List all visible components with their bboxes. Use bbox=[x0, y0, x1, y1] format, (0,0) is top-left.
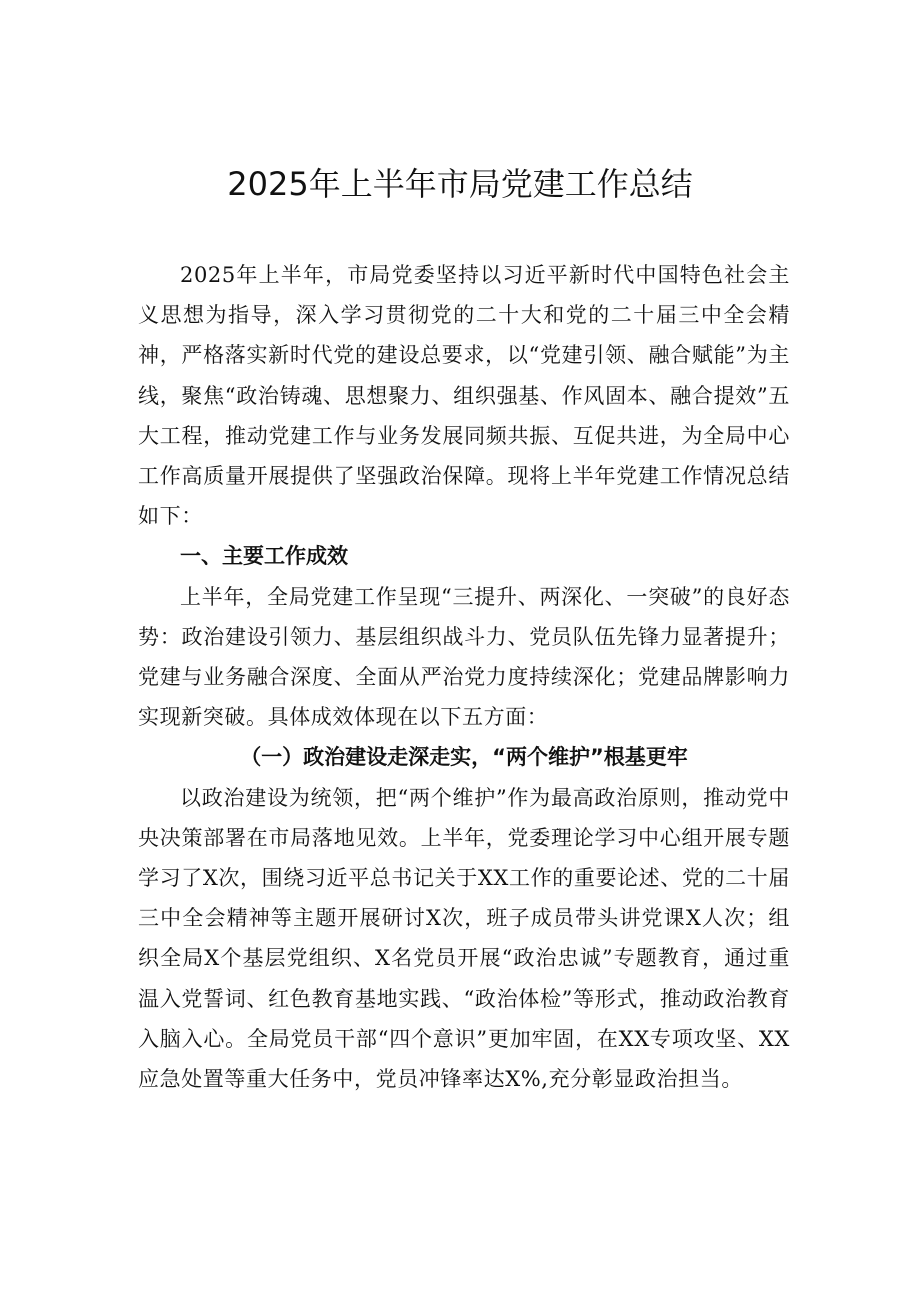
document-body bbox=[138, 255, 790, 1099]
intro-paragraph: 2025年上半年，市局党委坚持以习近平新时代中国特色社会主义思想为指导，深入学习贯彻党的二十大和党的二十届三中全会精神，严格落实新时代党的建设总要求，以“党建引领、融合赋能”为主线，聚焦“政治铸魂、思想聚力、组织强基、作风固本、融合提效”五大工程，推动党建工作与业务发展同频共振、互促共进，为全局中心工作高质量开展提供了坚强政治保障。现将上半年党建工作情况总结如下： bbox=[138, 263, 790, 529]
section-heading-main-achievements: 一、主要工作成效 bbox=[180, 544, 348, 569]
subsection-paragraph-political-construction: 以政治建设为统领，把“两个维护”作为最高政治原则，推动党中央决策部署在市局落地见效。上半年，党委理论学习中心组开展专题学习了X次，围绕习近平总书记关于XX工作的重要论述、党的二十届三中全会精神等主题开展研讨X次，班子成员带头讲党课X人次；组织全局X个基层党组织、X名党员开展“政治忠诚”专题教育，通过重温入党誓词、红色教育基地实践、“政治体检”等形式，推动政治教育入脑入心。全局党员干部“四个意识”更加牢固，在XX专项攻坚、XX应急处置等重大任务中，党员冲锋率达X%,充分彰显政治担当。 bbox=[138, 785, 790, 1092]
subsection-heading-political-construction: （一）政治建设走深走实，“两个维护”根基更牢 bbox=[240, 745, 688, 770]
section-paragraph-main-achievements: 上半年，全局党建工作呈现“三提升、两深化、一突破”的良好态势：政治建设引领力、基层组织战斗力、党员队伍先锋力显著提升；党建与业务融合深度、全面从严治党力度持续深化；党建品牌影响力实现新突破。具体成效体现在以下五方面： bbox=[138, 584, 790, 730]
document-title: 2025年上半年市局党建工作总结 bbox=[227, 165, 693, 203]
